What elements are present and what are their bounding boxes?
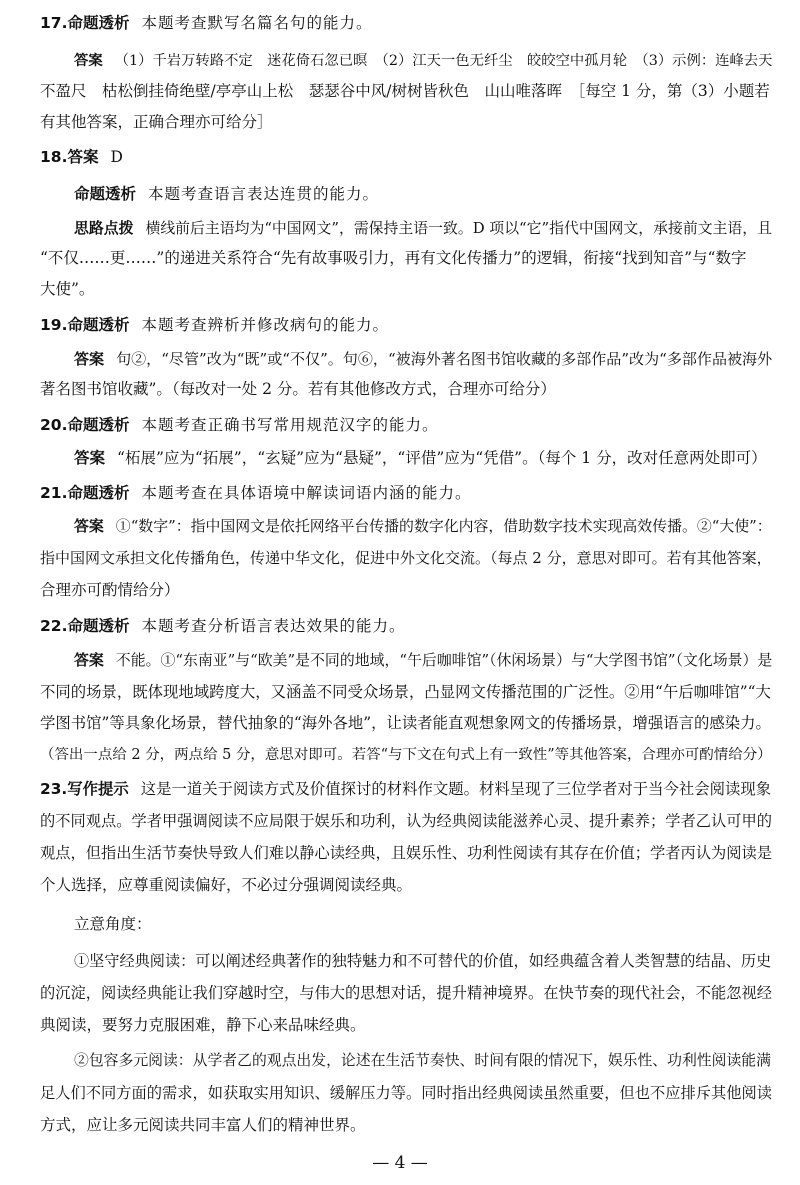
page-number: — 4 —: [372, 1153, 428, 1173]
q23-angle-title: 立意角度：: [74, 915, 152, 933]
q18-label-analysis: 命题透析: [74, 185, 137, 203]
q19-answer-text-2: 著名图书馆收藏”。（每改对一处 2 分。若有其他修改方式，合理亦可给分）: [40, 380, 556, 398]
q23-point1-text-2: 的沉淀，阅读经典能让我们穿越时空，与伟大的思想对话，提升精神境界。在快节奏的现代社会，不能忽视经: [40, 984, 772, 1002]
q20-label-answer: 答案: [74, 449, 106, 467]
q18-header: [40, 142, 772, 172]
q23-point2-text-2: 足人们不同方面的需求，如获取实用知识、缓解压力等。同时指出经典阅读虽然重要，但也不应排斥其他阅读: [40, 1084, 772, 1102]
q19-answer-line: [74, 344, 772, 374]
q22-analysis-text: 本题考查分析语言表达效果的能力。: [141, 617, 406, 635]
q18-label-answer: 答案: [67, 148, 99, 166]
q23-point2-text-3: 方式，应让多元阅读共同丰富人们的精神世界。: [40, 1116, 366, 1134]
q22-answer-text-2: 不同的场景，既体现地域跨度大，又涵盖不同受众场景，凸显网文传播范围的广泛性。②用“午后咖啡馆”“大: [40, 683, 771, 701]
q22-number: 22.: [40, 617, 68, 635]
q23-writing-text-1: 这是一道关于阅读方式及价值探讨的材料作文题。材料呈现了三位学者对于当今社会阅读现象: [140, 780, 772, 798]
q18-answer: D: [110, 148, 123, 166]
q21-analysis-text: 本题考查在具体语境中解读词语内涵的能力。: [141, 484, 472, 502]
q19-number: 19.: [40, 316, 68, 334]
q23-header: [40, 774, 772, 804]
q21-answer-line: [74, 511, 772, 541]
q21-number: 21.: [40, 484, 68, 502]
q23-writing-text-2: 的不同观点。学者甲强调阅读不应局限于娱乐和功利，认为经典阅读能滋养心灵、提升素养；学者乙认可甲的: [40, 812, 772, 830]
q20-header: [40, 410, 772, 440]
q20-answer-text-1: “柘展”应为“拓展”，“玄疑”应为“悬疑”，“评借”应为“凭借”。（每个 1 分，改对任意两处即可）: [117, 449, 767, 467]
q18-hint-text-2: “不仅……更……”的递进关系符合“先有故事吸引力，再有文化传播力”的逻辑，衔接“找到知音”与“数字: [40, 249, 747, 267]
q22-label-analysis: 命题透析: [67, 617, 130, 635]
q23-label-writing: 写作提示: [67, 780, 129, 798]
q19-label-answer: 答案: [74, 350, 105, 368]
q19-label-analysis: 命题透析: [67, 316, 130, 334]
q19-header: [40, 310, 772, 340]
q23-point2-text-1: ②包容多元阅读：从学者乙的观点出发，论述在生活节奏快、时间有限的情况下，娱乐性、功利性阅读能满: [74, 1052, 771, 1069]
q21-answer-text-1: ①“数字”：指中国网文是依托网络平台传播的数字化内容，借助数字技术实现高效传播。②“大使”：: [115, 517, 772, 535]
q22-header: [40, 611, 772, 641]
q17-answer-text-3: 有其他答案，正确合理亦可给分］: [40, 113, 273, 131]
q22-label-answer: 答案: [74, 651, 104, 669]
q18-analysis-line: [74, 179, 772, 209]
q18-analysis-text: 本题考查语言表达连贯的能力。: [148, 185, 380, 203]
q20-answer-line: [74, 443, 772, 473]
q18-hint-text-3: 大使”。: [40, 280, 95, 298]
q20-label-analysis: 命题透析: [67, 416, 130, 434]
q17-answer-text-1: （1）千岩万转路不定 迷花倚石忽已暝 （2）江天一色无纤尘 皎皎空中孤月轮 （3）示例：连峰去天: [114, 53, 773, 69]
q19-answer-text-1: 句②，“尽管”改为“既”或“不仅”。句⑥，“被海外著名图书馆收藏的多部作品”改为“多部作品被海外: [116, 350, 773, 368]
q22-answer-text-4: （答出一点给 2 分，两点给 5 分，意思对即可。若答“与下文在句式上有一致性”等其他答案，合理亦可酌情给分）: [40, 747, 772, 763]
q21-answer-text-2: 指中国网文承担文化传播角色，传递中华文化，促进中外文化交流。（每点 2 分，意思对即可。若有其他答案，: [40, 549, 772, 567]
q21-header: [40, 478, 772, 508]
q17-answer-line: [74, 46, 772, 76]
q23-number: 23.: [40, 780, 68, 798]
q18-number: 18.: [40, 148, 68, 166]
q22-answer-text-3: 学图书馆”等具象化场景，替代抽象的“海外各地”，让读者能直观想象网文的传播场景，增强语言的感染力。: [40, 714, 771, 732]
q23-point1-text-3: 典阅读，要努力克服困难，静下心来品味经典。: [40, 1016, 366, 1034]
q22-answer-text-1: 不能。①“东南亚”与“欧美”是不同的地域，“午后咖啡馆”（休闲场景）与“大学图书馆”（文化场景）是: [115, 651, 773, 669]
q23-writing-text-4: 个人选择，应尊重阅读偏好，不必过分强调阅读经典。: [40, 876, 413, 894]
q21-label-answer: 答案: [74, 517, 104, 535]
q23-writing-text-3: 观点，但指出生活节奏快导致人们难以静心读经典，且娱乐性、功利性阅读有其存在价值；学者丙认为阅读是: [40, 844, 772, 862]
q17-answer-text-2: 不盈尺 枯松倒挂倚绝壁/亭亭山上松 瑟瑟谷中风/树树皆秋色 山山唯落晖 ［每空 1 分，第（3）小题若: [40, 82, 770, 100]
q22-answer-line: [74, 645, 772, 675]
q18-hint-text-1: 横线前后主语均为“中国网文”，需保持主语一致。D 项以“它”指代中国网文，承接前文主语，且: [145, 219, 772, 237]
q17-analysis-text: 本题考查默写名篇名句的能力。: [141, 14, 373, 32]
q20-analysis-text: 本题考查正确书写常用规范汉字的能力。: [141, 416, 439, 434]
q18-label-hint: 思路点拨: [74, 219, 134, 237]
q17-label-analysis: 命题透析: [67, 14, 130, 32]
q17-header: [40, 8, 772, 38]
q21-label-analysis: 命题透析: [67, 484, 130, 502]
q20-number: 20.: [40, 416, 68, 434]
q21-answer-text-3: 合理亦可酌情给分）: [40, 581, 180, 599]
q18-hint-line: [74, 213, 772, 243]
q19-analysis-text: 本题考查辨析并修改病句的能力。: [141, 316, 389, 334]
q17-label-answer: 答案: [74, 53, 103, 69]
q17-number: 17.: [40, 14, 68, 32]
q23-point1-text-1: ①坚守经典阅读：可以阐述经典著作的独特魅力和不可替代的价值，如经典蕴含着人类智慧的结晶、历史: [74, 952, 772, 970]
